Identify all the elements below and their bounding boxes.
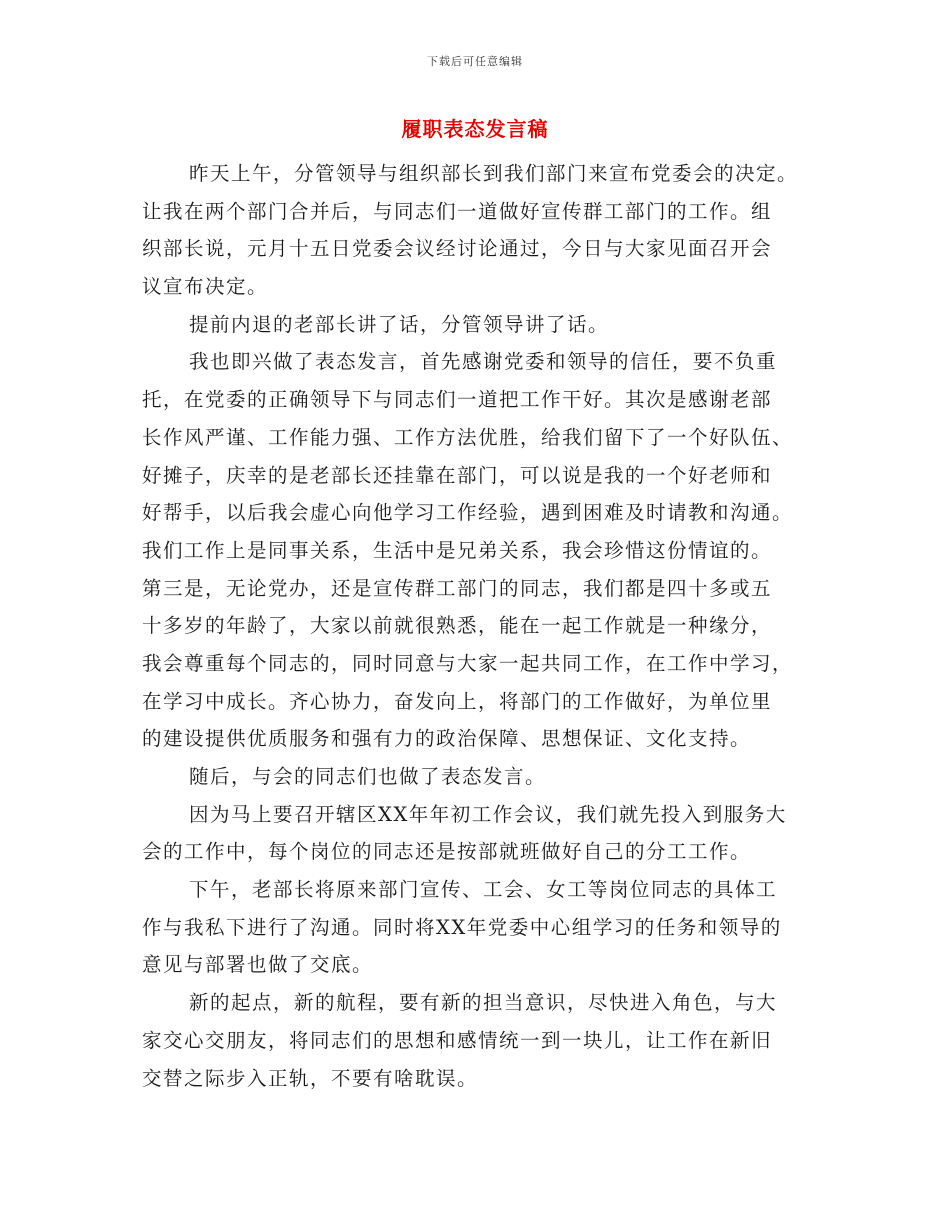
body-line: 会的工作中，每个岗位的同志还是按部就班做好自己的分工工作。 — [142, 840, 752, 864]
body-line: 我们工作上是同事关系，生活中是兄弟关系，我会珍惜这份情谊的。 — [142, 538, 773, 562]
body-line: 第三是，无论党办，还是宣传群工部门的同志，我们都是四十多或五 — [142, 576, 773, 600]
body-line: 长作风严谨、工作能力强、工作方法优胜，给我们留下了一个好队伍、 — [142, 425, 794, 449]
body-line: 在学习中成长。齐心协力，奋发向上，将部门的工作做好，为单位里 — [142, 689, 773, 713]
body-line: 家交心交朋友，将同志们的思想和感情统一到一块儿，让工作在新旧 — [142, 1028, 773, 1052]
body-line: 昨天上午，分管领导与组织部长到我们部门来宣布党委会的决定。 — [189, 162, 799, 185]
body-line: 提前内退的老部长讲了话，分管领导讲了话。 — [189, 312, 610, 336]
body-line: 我会尊重每个同志的，同时同意与大家一起共同工作，在工作中学习， — [142, 651, 794, 675]
body-line: 好帮手，以后我会虚心向他学习工作经验，遇到困难及时请教和沟通。 — [142, 501, 794, 525]
body-line: 随后，与会的同志们也做了表态发言。 — [189, 765, 547, 788]
body-line: 托，在党委的正确领导下与同志们一道把工作干好。其次是感谢老部 — [142, 388, 773, 412]
body-line: 织部长说，元月十五日党委会议经讨论通过，今日与大家见面召开会 — [142, 237, 773, 261]
body-line: 作与我私下进行了沟通。同时将XX年党委中心组学习的任务和领导的 — [142, 915, 782, 939]
body-line: 十多岁的年龄了，大家以前就很熟悉，能在一起工作就是一种缘分， — [142, 614, 773, 638]
header-note: 下载后可任意编辑 — [427, 55, 523, 68]
document-body — [142, 158, 822, 1100]
document-title: 履职表态发言稿 — [401, 117, 549, 141]
body-line: 好摊子，庆幸的是老部长还挂靠在部门，可以说是我的一个好老师和 — [142, 463, 773, 487]
body-line: 因为马上要召开辖区XX年年初工作会议，我们就先投入到服务大 — [189, 802, 787, 826]
body-line: 我也即兴做了表态发言，首先感谢党委和领导的信任，要不负重 — [189, 350, 778, 374]
body-line: 让我在两个部门合并后，与同志们一道做好宣传群工部门的工作。组 — [142, 199, 773, 223]
body-line: 新的起点，新的航程，要有新的担当意识，尽快进入角色，与大 — [189, 991, 778, 1015]
body-line: 交替之际步入正轨，不要有啥耽误。 — [142, 1066, 479, 1090]
body-line: 议宣布决定。 — [142, 275, 269, 299]
body-line: 意见与部署也做了交底。 — [142, 953, 374, 977]
body-line: 下午，老部长将原来部门宣传、工会、女工等岗位同志的具体工 — [189, 878, 778, 902]
body-line: 的建设提供优质服务和强有力的政治保障、思想保证、文化支持。 — [142, 727, 752, 751]
